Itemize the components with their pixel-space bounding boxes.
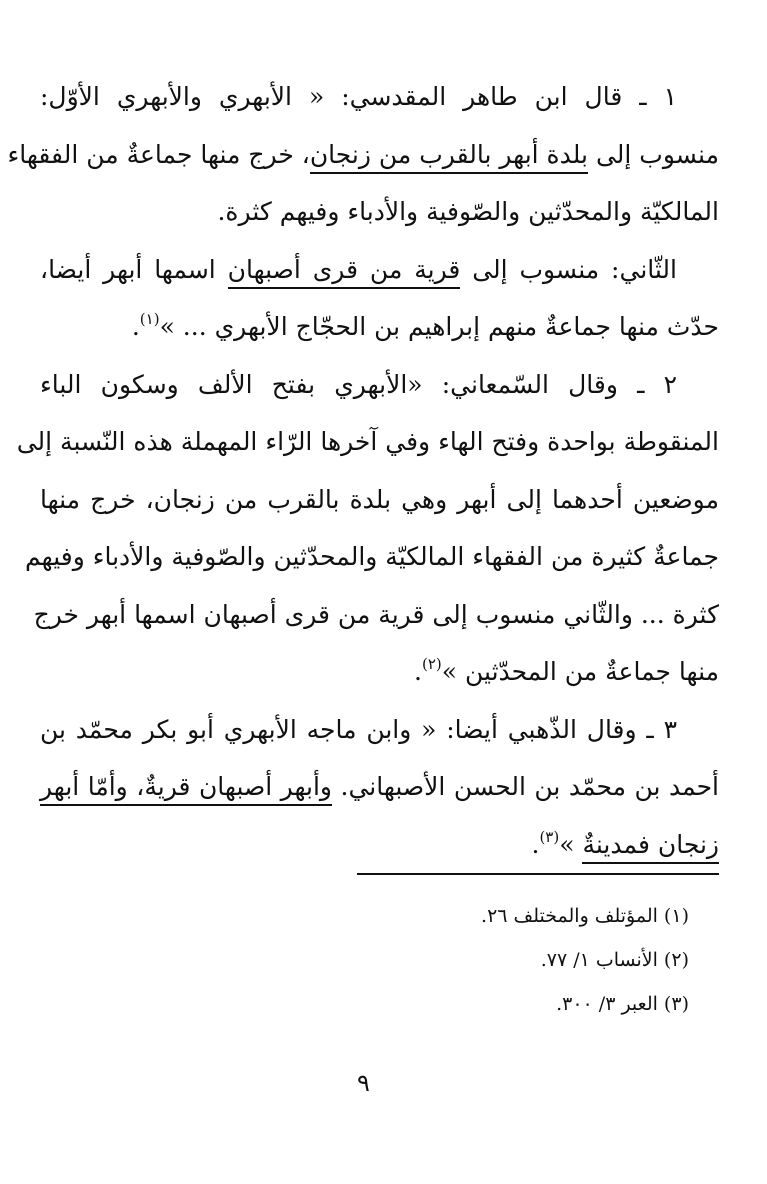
text-line: منها جماعةٌ من المحدّثين »$^{(٢)}$. [414,655,719,686]
underlined-text: زنجان فمدينةٌ [582,830,719,864]
text-line: زنجان فمدينةٌ »$^{(٣)}$. [40,816,719,874]
text-line [40,758,719,816]
plain-text: أحمد بن محمّد بن الحسن الأصبهاني. [331,772,719,801]
plain-text: » [559,829,583,859]
text-line: ٢ ـ وقال السّمعاني: «الأبهري بفتح الألف وسكون الباء [40,369,677,399]
footnotes [40,894,689,1026]
text-line: كثرة ... والثّاني منسوب إلى قرية من قرى أصبهان اسمها أبهر خرج [33,599,719,629]
text-line [7,126,719,184]
text-line: جماعةٌ كثيرة من الفقهاء المالكيّة والمحدّثين والصّوفية والأدباء وفيهم [25,542,719,571]
footnote-ref[interactable]: (٣) [539,827,560,846]
text-line: المنقوطة بواحدة وفتح الهاء وفي آخرها الرّاء المهملة هذه النّسبة إلى [16,427,719,456]
text-line: ١ ـ قال ابن طاهر المقدسي: « الأبهري والأبهري الأوّل: [40,82,677,111]
plain-text: منها جماعةٌ من المحدّثين » [441,657,719,686]
plain-text: ، خرج منها جماعةٌ من الفقهاء [7,139,310,169]
main-text [7,68,719,873]
footnote: (٢) الأنساب ١/ ٧٧. [540,949,689,971]
footnote-separator [357,873,719,875]
footnote-ref[interactable]: (١) [139,310,160,328]
text-line: المالكيّة والمحدّثين والصّوفية والأدباء وفيهم كثرة. [217,197,719,226]
text-line [40,241,719,299]
plain-text: اسمها أبهر أيضا، [40,254,228,284]
text-line: ٣ ـ وقال الذّهبي أيضا: « وابن ماجه الأبهري أبو بكر محمّد بن [40,714,677,744]
footnote: (٣) العبر ٣/ ٣٠٠. [556,993,689,1015]
underlined-text: وأبهر أصبهان قريةٌ، وأمّا أبهر [40,772,332,806]
footnote: (١) المؤتلف والمختلف ٢٦. [481,905,689,927]
text-line: موضعين أحدهما إلى أبهر وهي بلدة بالقرب من زنجان، خرج منها [40,484,719,514]
plain-text: منسوب إلى [588,139,719,169]
footnote-ref[interactable]: (٢) [421,655,442,673]
page-number: ٩ [357,1069,370,1097]
plain-text: حدّث منها جماعةٌ منهم إبراهيم بن الحجّاج الأبهري ... » [159,312,719,341]
text-line: حدّث منها جماعةٌ منهم إبراهيم بن الحجّاج الأبهري ... »$^{(١)}$. [131,310,719,341]
underlined-text: بلدة أبهر بالقرب من زنجان [310,140,588,174]
underlined-text: قرية من قرى أصبهان [228,255,461,289]
plain-text: الثّاني: منسوب إلى [460,254,677,284]
